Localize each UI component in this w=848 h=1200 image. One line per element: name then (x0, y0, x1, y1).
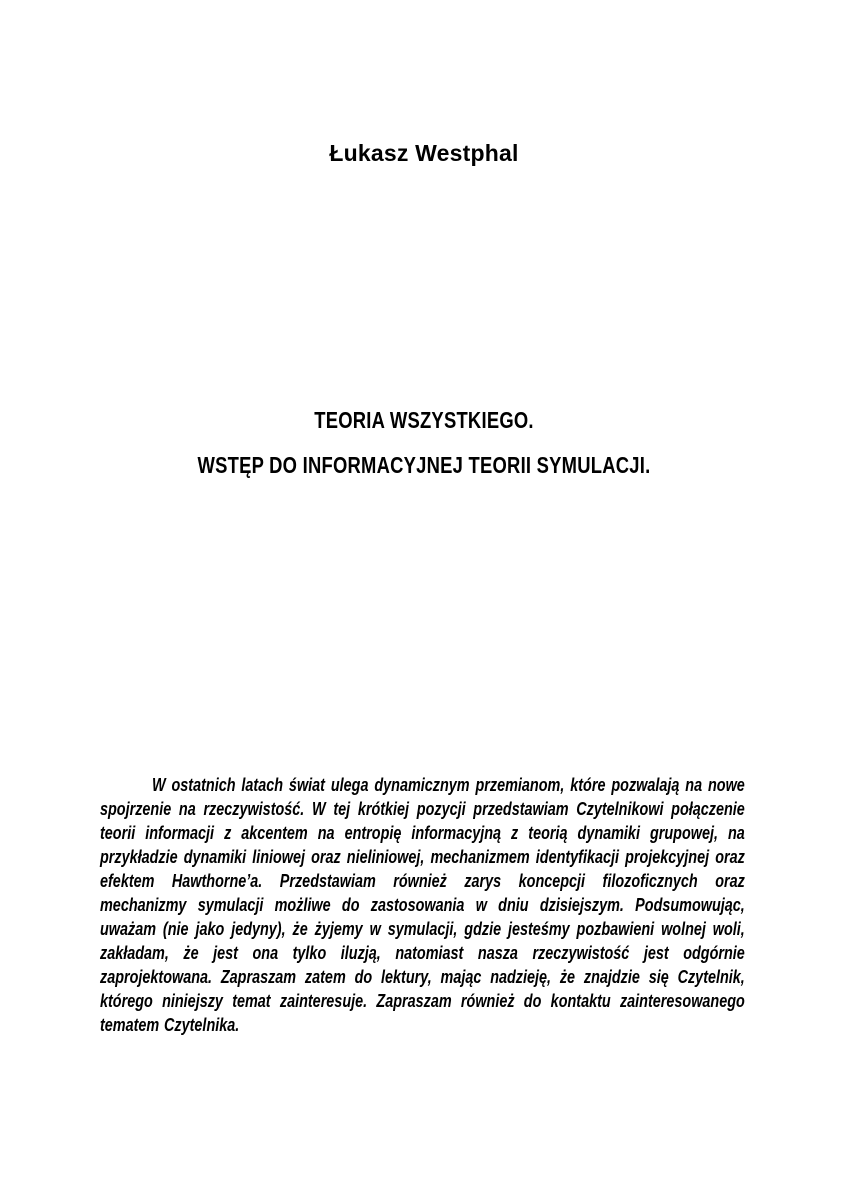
book-title-line-1: TEORIA WSZYSTKIEGO. (314, 407, 534, 433)
author-name: Łukasz Westphal (329, 140, 519, 166)
book-title-line-2: WSTĘP DO INFORMACYJNEJ TEORII SYMULACJI. (197, 452, 651, 478)
book-title (0, 398, 848, 488)
abstract-paragraph: W ostatnich latach świat ulega dynamicznym przemianom, które pozwalają na nowe spojrzenie na rzeczywistość. W tej krótkiej pozycji przedstawiam Czytelnikowi połączenie teorii informacji z akcentem na entropię informacyjną z teorią dynamiki grupowej, na przykładzie dynamiki liniowej oraz nieliniowej, mechanizmem identyfikacji projekcyjnej oraz efektem Hawthorne’a. Przedstawiam również zarys koncepcji filozoficznych oraz mechanizmy symulacji możliwe do zastosowania w dniu dzisiejszym. Podsumowując, uważam (nie jako jedyny), że żyjemy w symulacji, gdzie jesteśmy pozbawieni wolnej woli, zakładam, że jest ona tylko iluzją, natomiast nasza rzeczywistość jest odgórnie zaprojektowana. Zapraszam zatem do lektury, mając nadzieję, że znajdzie się Czytelnik, którego niniejszy temat zainteresuje. Zapraszam również do kontaktu zainteresowanego tematem Czytelnika. (100, 775, 745, 1035)
